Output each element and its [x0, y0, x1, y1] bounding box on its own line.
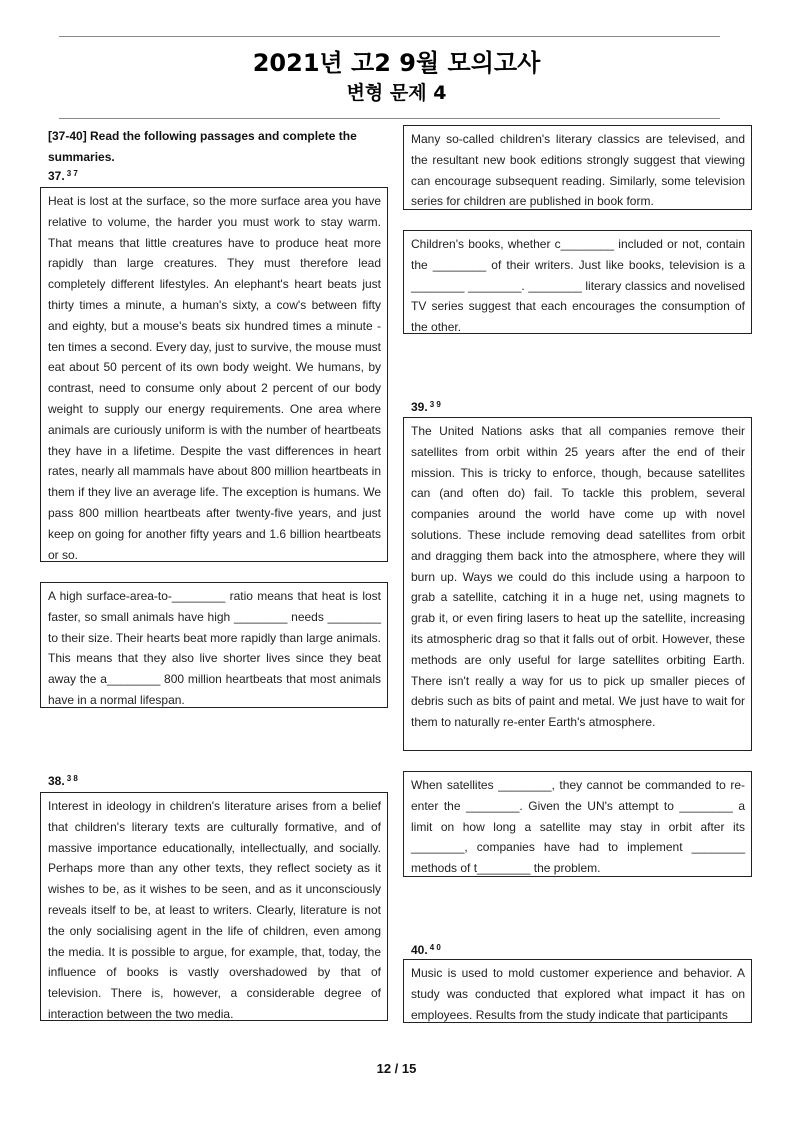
- instructions: [37-40] Read the following passages and complete the summaries.: [48, 129, 357, 164]
- question-37-sup: 3 7: [66, 169, 78, 178]
- question-37-number: [48, 169, 78, 183]
- question-38-sup: 3 8: [66, 774, 78, 783]
- page-title: 2021년 고2 9월 모의고사: [252, 49, 541, 77]
- question-40-number: [411, 943, 441, 957]
- question-38-passage: Interest in ideology in children's literature arises from a belief that children's literary texts are culturally formative, and of massive importance educationally, intellectually, and socially. Perhaps more than any other texts, they reflect society as it wishes to be, as it wishes to be seen, and as it unconsciously reveals itself to be, at least to writers. Clearly, literature is not the only socialising agent in the life of children, even among the media. It is possible to argue, for example, that, today, the influence of books is vastly overshadowed by that of television. There is, however, a considerable degree of interaction between the two media.: [40, 792, 388, 1021]
- question-39-number: [411, 400, 441, 414]
- question-38-summary: Children's books, whether c________ included or not, contain the ________ of their writers. Just like books, television is a ________ ________. ________ literary classics and novelised TV series suggest that each encourages the consumption of the other.: [403, 230, 752, 334]
- top-rule: [59, 36, 720, 37]
- question-40-passage: Music is used to mold customer experience and behavior. A study was conducted that explored what impact it has on employees. Results from the study indicate that participants: [403, 959, 752, 1023]
- page-number: 12 / 15: [376, 1061, 417, 1076]
- question-39-passage: The United Nations asks that all companies remove their satellites from orbit within 25 years after the end of their mission. This is tricky to enforce, though, because satellites can (and often do) fail. To tackle this problem, several companies around the world have come up with novel solutions. These include removing dead satellites from orbit and dragging them back into the atmosphere, where they will burn up. Ways we could do this include using a harpoon to grab a satellite, catching it in a huge net, using magnets to grab it, or even firing lasers to heat up the satellite, increasing its atmospheric drag so that it falls out of orbit. However, these methods are only useful for large satellites orbiting Earth. There isn't really a way for us to pick up smaller pieces of debris such as bits of paint and metal. We just have to wait for them to naturally re-enter Earth's atmosphere.: [403, 417, 752, 751]
- question-38-label: 38.: [48, 774, 65, 788]
- question-37-summary: A high surface-area-to-________ ratio means that heat is lost faster, so small animals have high ________ needs ________ to their size. Their hearts beat more rapidly than large animals. This means that they also live shorter lives since they beat away the a________ 800 million heartbeats that most animals have in a normal lifespan.: [40, 582, 388, 708]
- question-39-label: 39.: [411, 400, 428, 414]
- question-37-label: 37.: [48, 169, 65, 183]
- question-40-sup: 4 0: [429, 943, 441, 952]
- page-subtitle: 변형 문제 4: [346, 82, 447, 104]
- question-38-number: [48, 774, 78, 788]
- question-37-passage: Heat is lost at the surface, so the more surface area you have relative to volume, the harder you must work to stay warm. That means that little creatures have to produce heat more rapidly than large creatures. They must therefore lead completely different lifestyles. An elephant's heart beats just thirty times a minute, a human's sixty, a cow's between fifty and eighty, but a mouse's beats six hundred times a minute - ten times a second. Every day, just to survive, the mouse must eat about 50 percent of its own body weight. We humans, by contrast, need to consume only about 2 percent of our body weight to supply our energy requirements. One area where animals are curiously uniform is with the number of heartbeats they have in a lifetime. Despite the vast differences in heart rates, nearly all mammals have about 800 million heartbeats in them if they live an average life. The exception is humans. We pass 800 million heartbeats after twenty-five years, and just keep on going for another fifty years and 1.6 billion heartbeats or so.: [40, 187, 388, 562]
- header-rule: [59, 118, 720, 119]
- question-39-sup: 3 9: [429, 400, 441, 409]
- question-39-summary: When satellites ________, they cannot be commanded to re-enter the ________. Given the UN's attempt to ________ a limit on how long a satellite may stay in orbit after its ________, companies have had to implement ________ methods of t________ the problem.: [403, 771, 752, 877]
- question-38-passage-continued: Many so-called children's literary classics are televised, and the resultant new book editions strongly suggest that viewing can encourage subsequent reading. Similarly, some television series for children are published in book form.: [403, 125, 752, 210]
- question-40-label: 40.: [411, 943, 428, 957]
